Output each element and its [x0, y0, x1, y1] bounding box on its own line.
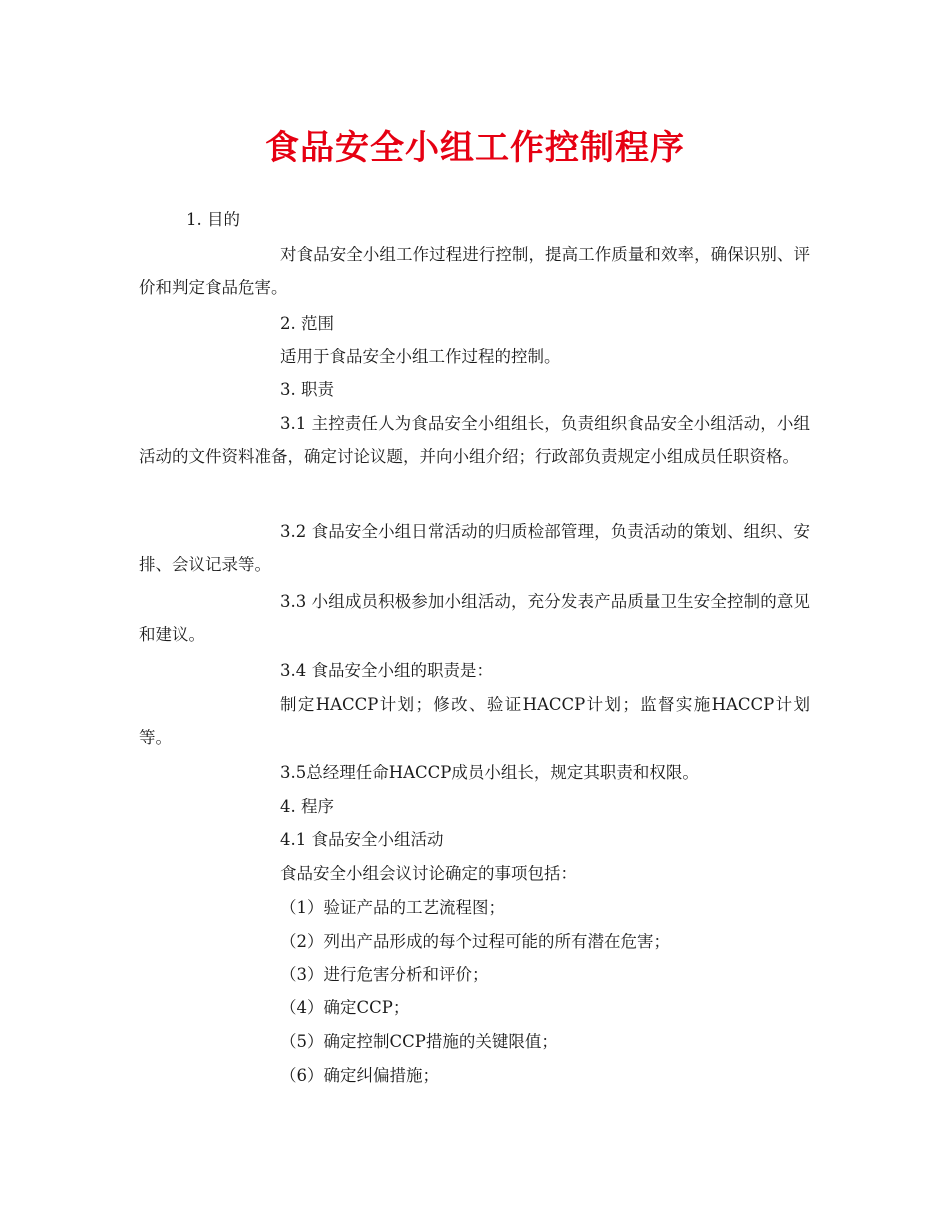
document-title: 食品安全小组工作控制程序 [265, 128, 685, 168]
section-3-2: 3.2 食品安全小组日常活动的归质检部管理，负责活动的策划、组织、安排、会议记录等。 [139, 522, 810, 574]
section-3-4-body: 制定HACCP计划；修改、验证HACCP计划；监督实施HACCP计划等。 [139, 695, 810, 747]
list-item: （4）确定CCP； [280, 998, 410, 1017]
list-item: （2）列出产品形成的每个过程可能的所有潜在危害； [280, 932, 670, 951]
section-4-1-intro: 食品安全小组会议讨论确定的事项包括： [280, 864, 577, 883]
section-3-5: 3.5总经理任命HACCP成员小组长，规定其职责和权限。 [280, 763, 699, 782]
section-3-heading: 3. 职责 [280, 380, 334, 399]
section-1-heading: 1. 目的 [186, 210, 240, 229]
section-2-body: 适用于食品安全小组工作过程的控制。 [280, 347, 561, 366]
section-3-4-heading: 3.4 食品安全小组的职责是： [280, 661, 493, 680]
section-2-heading: 2. 范围 [280, 314, 334, 333]
list-item: （6）确定纠偏措施； [280, 1066, 439, 1085]
list-item: （5）确定控制CCP措施的关键限值； [280, 1032, 558, 1051]
section-1-body: 对食品安全小组工作过程进行控制，提高工作质量和效率，确保识别、评价和判定食品危害。 [139, 245, 810, 297]
list-item: （1）验证产品的工艺流程图； [280, 898, 505, 917]
section-3-1: 3.1 主控责任人为食品安全小组组长，负责组织食品安全小组活动，小组活动的文件资料准备，确定讨论议题，并向小组介绍；行政部负责规定小组成员任职资格。 [139, 414, 810, 466]
section-4-heading: 4. 程序 [280, 797, 334, 816]
section-4-1-heading: 4.1 食品安全小组活动 [280, 830, 444, 849]
list-item: （3）进行危害分析和评价； [280, 965, 489, 984]
section-3-3: 3.3 小组成员积极参加小组活动，充分发表产品质量卫生安全控制的意见和建议。 [139, 592, 810, 644]
